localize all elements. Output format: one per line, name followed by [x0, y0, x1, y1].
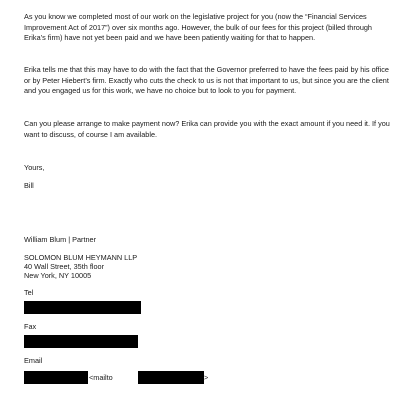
signature-firm: SOLOMON BLUM HEYMANN LLP — [24, 253, 138, 262]
closing: Yours, — [24, 163, 45, 172]
signature-address-line1: 40 Wall Street, 35th floor — [24, 262, 105, 271]
mailto-close: > — [204, 373, 209, 382]
paragraph-1: As you know we completed most of our work on the legislative project for you (now the “Financial Services Improvement Act of 2017”) over six months ago. However, the bulk of our fees for this project (billed through Erika’s firm) have not yet been paid and we have been patiently waiting for that to happen. — [24, 12, 372, 42]
email-row — [24, 371, 400, 384]
mailto-text: <mailto — [89, 373, 113, 382]
redacted-phone — [24, 301, 141, 314]
paragraph-2: Erika tells me that this may have to do with the fact that the Governor preferred to have the fees paid by his office or by Peter Hiebert’s firm. Exactly who cuts the check to us is not that important to us, but since you are the client and you engaged us for this work, we have no choice but to look to you for payment. — [24, 65, 389, 95]
signoff-name: Bill — [24, 181, 34, 190]
email-label: Email — [24, 356, 43, 365]
paragraph-3: Can you please arrange to make payment now? Erika can provide you with the exact amount if you need it. If you want to discuss, of course I am available. — [24, 119, 390, 139]
signature-name-title: William Blum | Partner — [24, 235, 97, 244]
signature-address-line2: New York, NY 10005 — [24, 271, 92, 280]
redacted-fax — [24, 335, 138, 348]
fax-label: Fax — [24, 322, 37, 331]
tel-label: Tel — [24, 288, 34, 297]
redacted-mailto-address — [138, 371, 204, 384]
redacted-email-address — [24, 371, 88, 384]
